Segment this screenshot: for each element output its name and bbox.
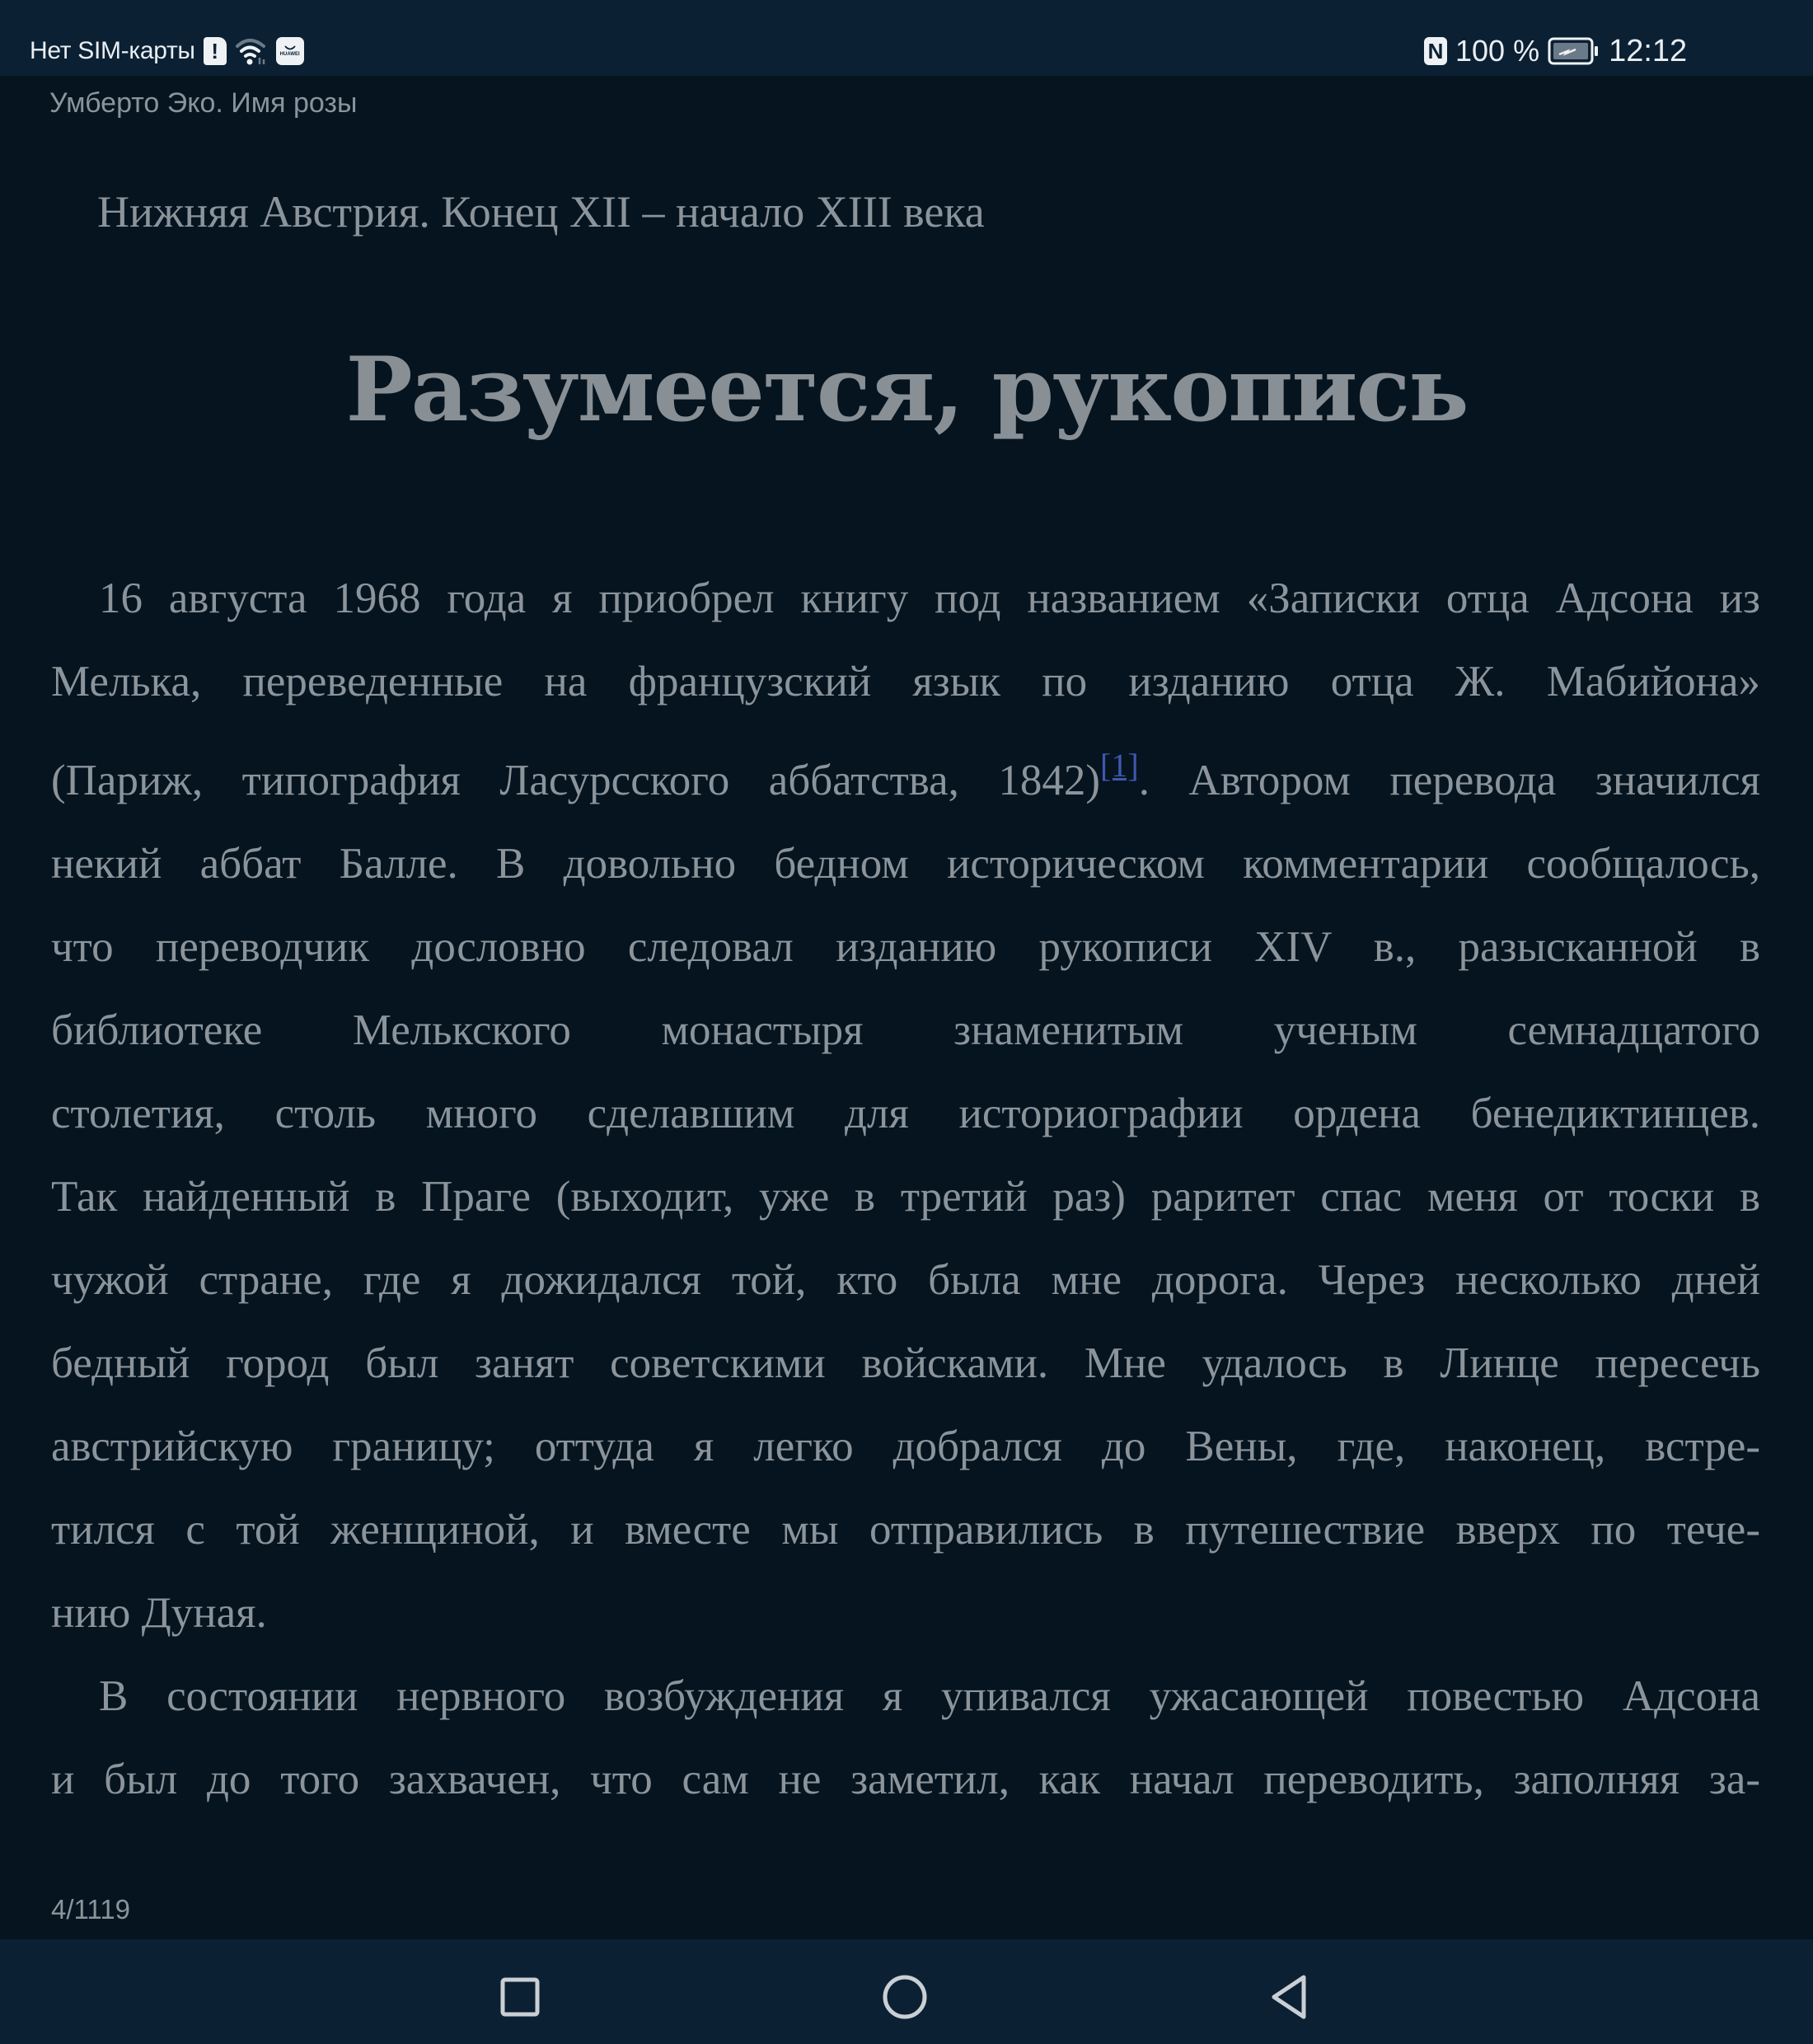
navigation-bar xyxy=(0,1939,1813,2044)
status-bar xyxy=(0,0,1813,76)
status-bar-left xyxy=(30,31,304,71)
text-line: нию Дуная. xyxy=(51,1589,267,1637)
footnote-link[interactable]: [1] xyxy=(1100,747,1139,784)
sim-alert-icon: ! xyxy=(204,37,227,65)
page-counter: 4/1119 xyxy=(51,1894,131,1924)
text-line xyxy=(51,724,1760,823)
section-heading: Нижняя Австрия. Конец XII – начало XIII века xyxy=(97,187,985,237)
battery-charging-icon xyxy=(1548,37,1600,65)
text-line: австрийскую границу; оттуда я легко добрался до Вены, где, наконец, встре- xyxy=(51,1423,1760,1470)
carrier-label: Нет SIM-карты xyxy=(30,37,195,64)
reading-area[interactable] xyxy=(51,557,1760,1821)
home-button[interactable] xyxy=(880,1972,930,2022)
status-bar-right xyxy=(1424,31,1687,71)
recents-button[interactable] xyxy=(495,1972,545,2022)
text-line: бедный город был занят советскими войсками. Мне удалось в Линце пересечь xyxy=(51,1339,1760,1387)
text-line: что переводчик дословно следовал изданию рукописи XIV в., разысканной в xyxy=(51,923,1760,971)
text-line: Так найденный в Праге (выходит, уже в третий раз) раритет спас меня от тоски в xyxy=(51,1173,1760,1221)
paragraph xyxy=(51,557,1760,1655)
triangle-back-icon xyxy=(1267,1974,1310,2020)
text-line: библиотеке Мелькского монастыря знаменитым ученым семнадцатого xyxy=(51,1006,1760,1054)
clock: 12:12 xyxy=(1609,33,1688,68)
text-line: столетия, столь много сделавшим для историографии ордена бенедиктинцев. xyxy=(51,1090,1760,1137)
nfc-icon: N xyxy=(1424,37,1447,65)
text-segment: (Париж, типография Ласурсского аббатства, 1842) xyxy=(51,757,1101,804)
text-line: чужой стране, где я дожидался той, кто была мне дорога. Через несколько дней xyxy=(51,1256,1760,1304)
battery-percent: 100 % xyxy=(1455,34,1540,68)
back-button[interactable] xyxy=(1264,1972,1314,2022)
text-line: 16 августа 1968 года я приобрел книгу под названием «Записки отца Адсона из xyxy=(99,574,1760,622)
store-badge-text: HUAWEI xyxy=(279,51,300,57)
text-line: В состоянии нервного возбуждения я упивался ужасающей повестью Адсона xyxy=(99,1672,1760,1720)
text-line: тился с той женщиной, и вместе мы отправились в путешествие вверх по тече- xyxy=(51,1506,1760,1554)
text-line: и был до того захвачен, что сам не заметил, как начал переводить, заполняя за- xyxy=(51,1756,1760,1803)
text-line: некий аббат Балле. В довольно бедном историческом комментарии сообщалось, xyxy=(51,840,1760,888)
square-icon xyxy=(500,1977,540,2017)
paragraph xyxy=(51,1655,1760,1821)
chapter-title: Разумеется, рукопись xyxy=(345,338,1468,442)
huawei-store-icon xyxy=(276,37,304,65)
book-header: Умберто Эко. Имя розы xyxy=(49,87,358,119)
circle-icon xyxy=(882,1974,928,2020)
wifi-icon xyxy=(235,36,268,66)
text-segment: . Автором перевода значился xyxy=(1138,757,1760,804)
text-line: Мелька, переведенные на французский язык по изданию отца Ж. Мабийона» xyxy=(51,658,1760,706)
